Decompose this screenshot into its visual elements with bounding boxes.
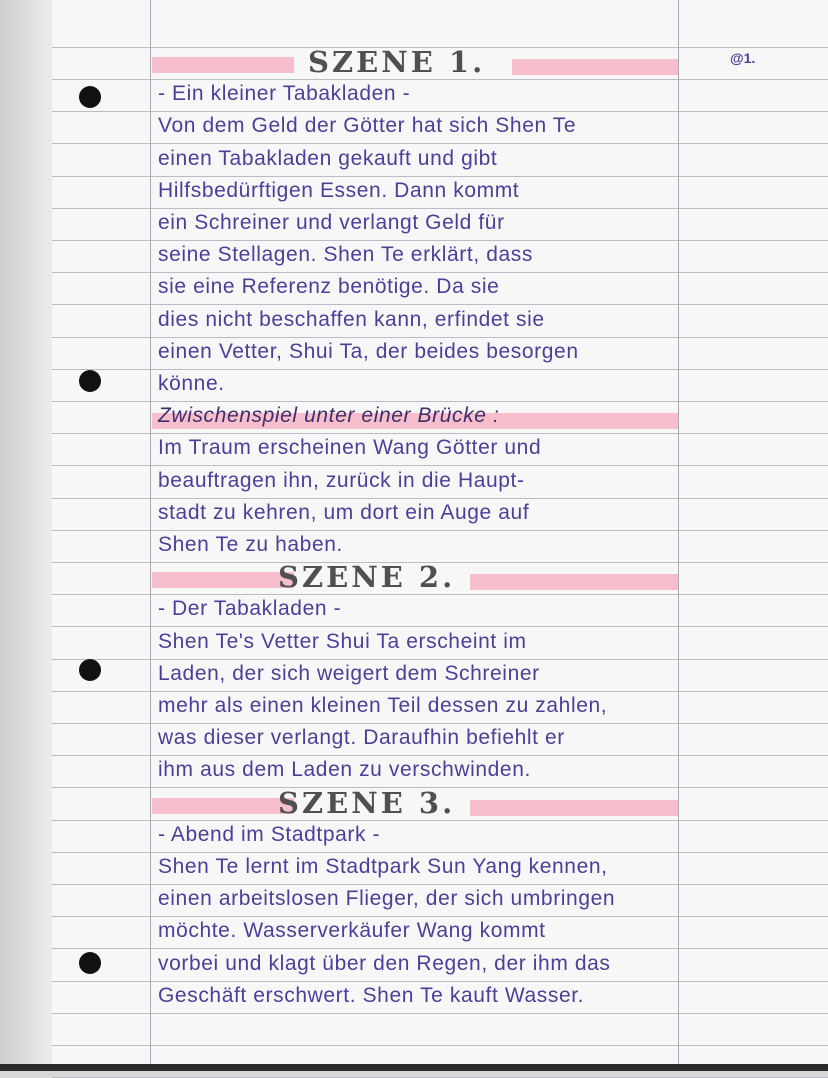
- note-line: Im Traum erscheinen Wang Götter und: [158, 436, 542, 460]
- note-line: - Ein kleiner Tabakladen -: [158, 82, 411, 106]
- left-margin-line: [150, 0, 151, 1064]
- right-margin-line: [678, 0, 679, 1064]
- highlighter-mark: [152, 57, 294, 73]
- highlighter-mark: [470, 800, 678, 816]
- bottom-edge: [0, 1064, 828, 1071]
- note-line: stadt zu kehren, um dort ein Auge auf: [158, 500, 530, 524]
- note-line: Shen Te's Vetter Shui Ta erscheint im: [158, 629, 527, 653]
- note-line: Shen Te lernt im Stadtpark Sun Yang kennen,: [158, 855, 608, 878]
- note-line: - Abend im Stadtpark -: [158, 822, 381, 846]
- punch-hole: [79, 86, 101, 108]
- background-edge: [0, 0, 52, 1071]
- punch-hole: [79, 659, 101, 681]
- note-line: dies nicht beschaffen kann, erfindet sie: [158, 307, 545, 331]
- note-line: einen Vetter, Shui Ta, der beides besorgen: [158, 339, 579, 363]
- highlighter-mark: [152, 572, 294, 588]
- highlighter-mark: [470, 574, 678, 590]
- highlighter-mark: [512, 59, 678, 75]
- note-line: vorbei und klagt über den Regen, der ihm das: [158, 951, 611, 975]
- scene-title: SZENE 2.: [278, 560, 456, 595]
- note-line: beauftragen ihn, zurück in die Haupt-: [158, 468, 525, 492]
- note-line: Hilfsbedürftigen Essen. Dann kommt: [158, 178, 520, 202]
- page-number: @1.: [730, 50, 756, 66]
- note-line: möchte. Wasserverkäufer Wang kommt: [158, 919, 546, 943]
- note-line: einen Tabakladen gekauft und gibt: [158, 146, 498, 170]
- note-line: Von dem Geld der Götter hat sich Shen Te: [158, 114, 577, 138]
- ruled-line: [52, 1013, 828, 1014]
- note-line: - Der Tabakladen -: [158, 597, 342, 621]
- note-line: mehr als einen kleinen Teil dessen zu zahlen,: [158, 694, 608, 717]
- highlighter-mark: [152, 798, 294, 814]
- ruled-line: [52, 1045, 828, 1046]
- note-line: ihm aus dem Laden zu verschwinden.: [158, 758, 531, 782]
- note-line: könne.: [158, 372, 225, 395]
- scene-title: SZENE 1.: [308, 45, 486, 79]
- note-line: sie eine Referenz benötige. Da sie: [158, 275, 500, 299]
- note-line: was dieser verlangt. Daraufhin befiehlt er: [158, 726, 565, 750]
- note-line: Laden, der sich weigert dem Schreiner: [158, 661, 540, 685]
- note-line: seine Stellagen. Shen Te erklärt, dass: [158, 243, 533, 267]
- note-line: einen arbeitslosen Flieger, der sich umbringen: [158, 887, 616, 911]
- note-line: ein Schreiner und verlangt Geld für: [158, 211, 505, 234]
- punch-hole: [79, 370, 101, 392]
- interlude-heading: Zwischenspiel unter einer Brücke :: [158, 404, 500, 428]
- note-line: Shen Te zu haben.: [158, 533, 343, 556]
- punch-hole: [79, 952, 101, 974]
- scene-title: SZENE 3.: [278, 785, 456, 820]
- note-line: Geschäft erschwert. Shen Te kauft Wasser.: [158, 983, 585, 1007]
